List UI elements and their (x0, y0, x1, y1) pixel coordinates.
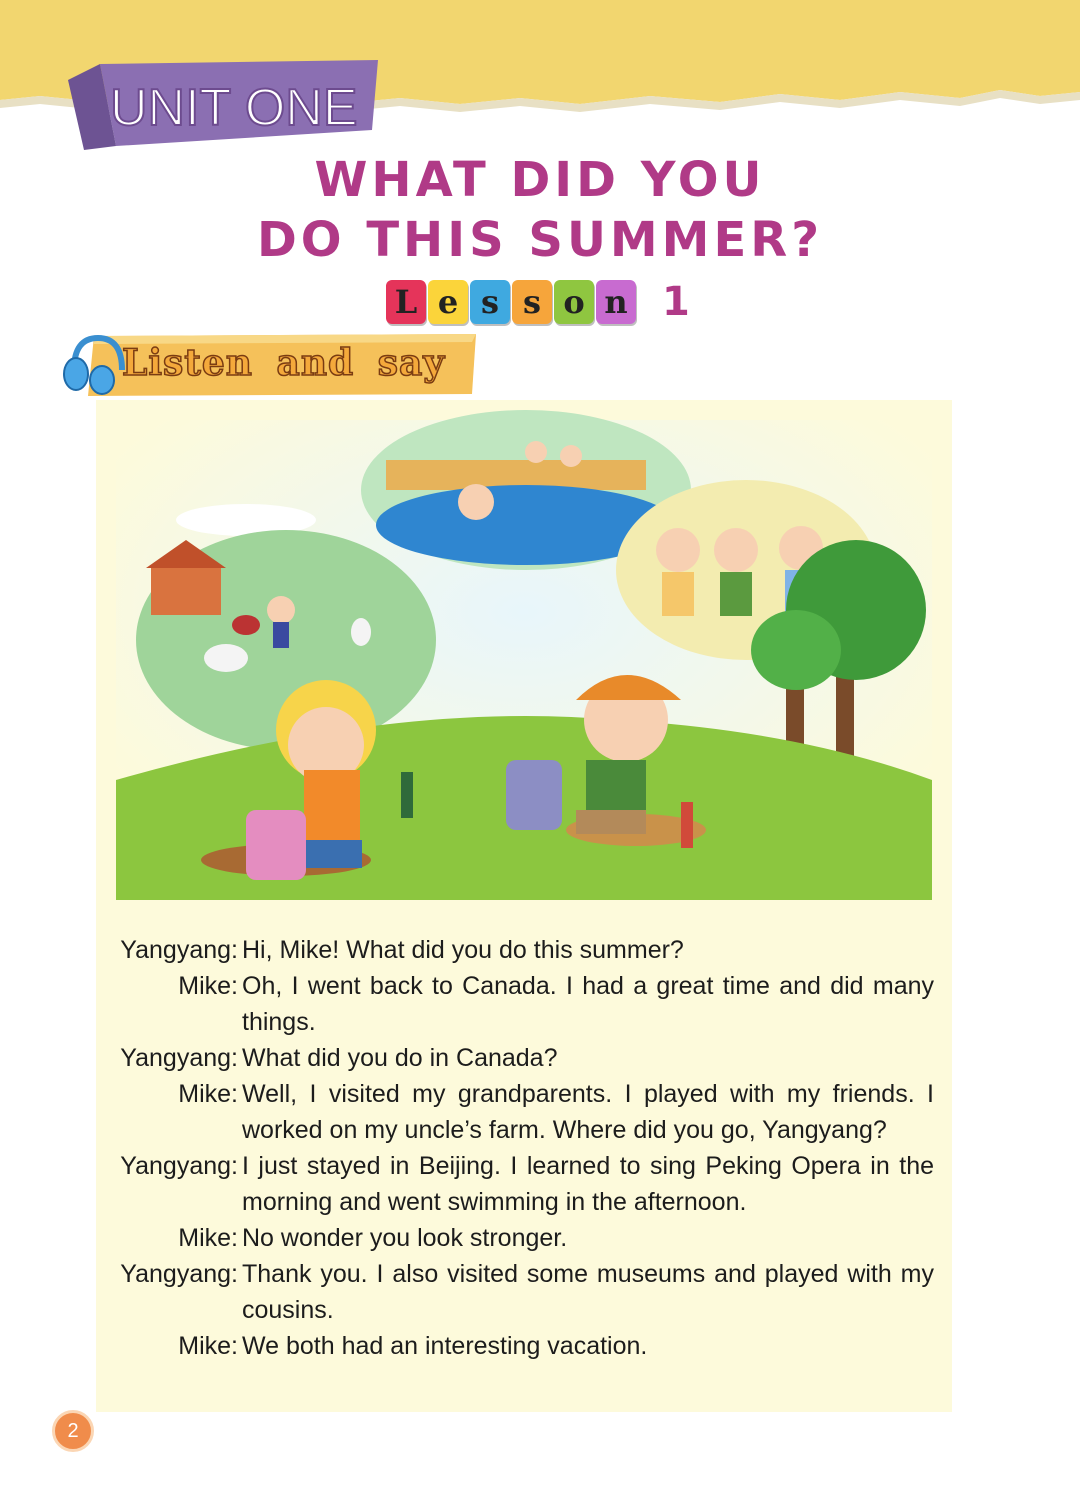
dialogue-text (98, 932, 934, 1364)
lesson-tile: s (470, 280, 510, 324)
dialogue-text-line: Thank you. I also visited some museums and played with my cousins. (242, 1260, 934, 1324)
dialogue-text-line: I just stayed in Beijing. I learned to sing Peking Opera in the morning and went swimming in the afternoon. (242, 1152, 934, 1216)
speaker-name: Yangyang: (120, 1152, 238, 1180)
lesson-tile: n (596, 280, 636, 324)
lesson-title-line-2: DO THIS SUMMER? (256, 212, 824, 268)
lesson-tile: s (512, 280, 552, 324)
lesson-number: 1 (662, 279, 690, 325)
dialogue-text-line: What did you do in Canada? (242, 1044, 558, 1072)
section-title: Listen and say (122, 342, 446, 384)
dialogue-text-line: We both had an interesting vacation. (242, 1332, 648, 1360)
speaker-name: Yangyang: (120, 1044, 238, 1072)
unit-title: UNIT ONE (110, 79, 358, 137)
lesson-title-line-1: WHAT DID YOU (314, 152, 766, 208)
dialogue-line (98, 932, 934, 968)
dialogue-line (98, 1040, 934, 1076)
speaker-name: Mike: (178, 1332, 238, 1360)
speaker-name: Mike: (178, 1224, 238, 1252)
lesson-tile: e (428, 280, 468, 324)
dialogue-line (98, 1328, 934, 1364)
dialogue-line (98, 968, 934, 1040)
dialogue-text-line: Oh, I went back to Canada. I had a great time and did many things. (242, 972, 934, 1036)
dialogue-text-line: Well, I visited my grandparents. I played with my friends. I worked on my uncle’s farm. Where did you go, Yangyang? (242, 1080, 934, 1144)
dialogue-text-line: Hi, Mike! What did you do this summer? (242, 936, 684, 964)
dialogue-line (98, 1076, 934, 1148)
speaker-name: Mike: (178, 972, 238, 1000)
lesson-tile: o (554, 280, 594, 324)
speaker-name: Yangyang: (120, 936, 238, 964)
lesson-heading (386, 276, 690, 328)
dialogue-text-line: No wonder you look stronger. (242, 1224, 568, 1252)
lesson-tile: L (386, 280, 426, 324)
page-number: 2 (52, 1410, 94, 1452)
dialogue-line (98, 1256, 934, 1328)
speaker-name: Mike: (178, 1080, 238, 1108)
summer-illustration (96, 400, 952, 920)
dialogue-line (98, 1148, 934, 1220)
dialogue-line (98, 1220, 934, 1256)
speaker-name: Yangyang: (120, 1260, 238, 1288)
